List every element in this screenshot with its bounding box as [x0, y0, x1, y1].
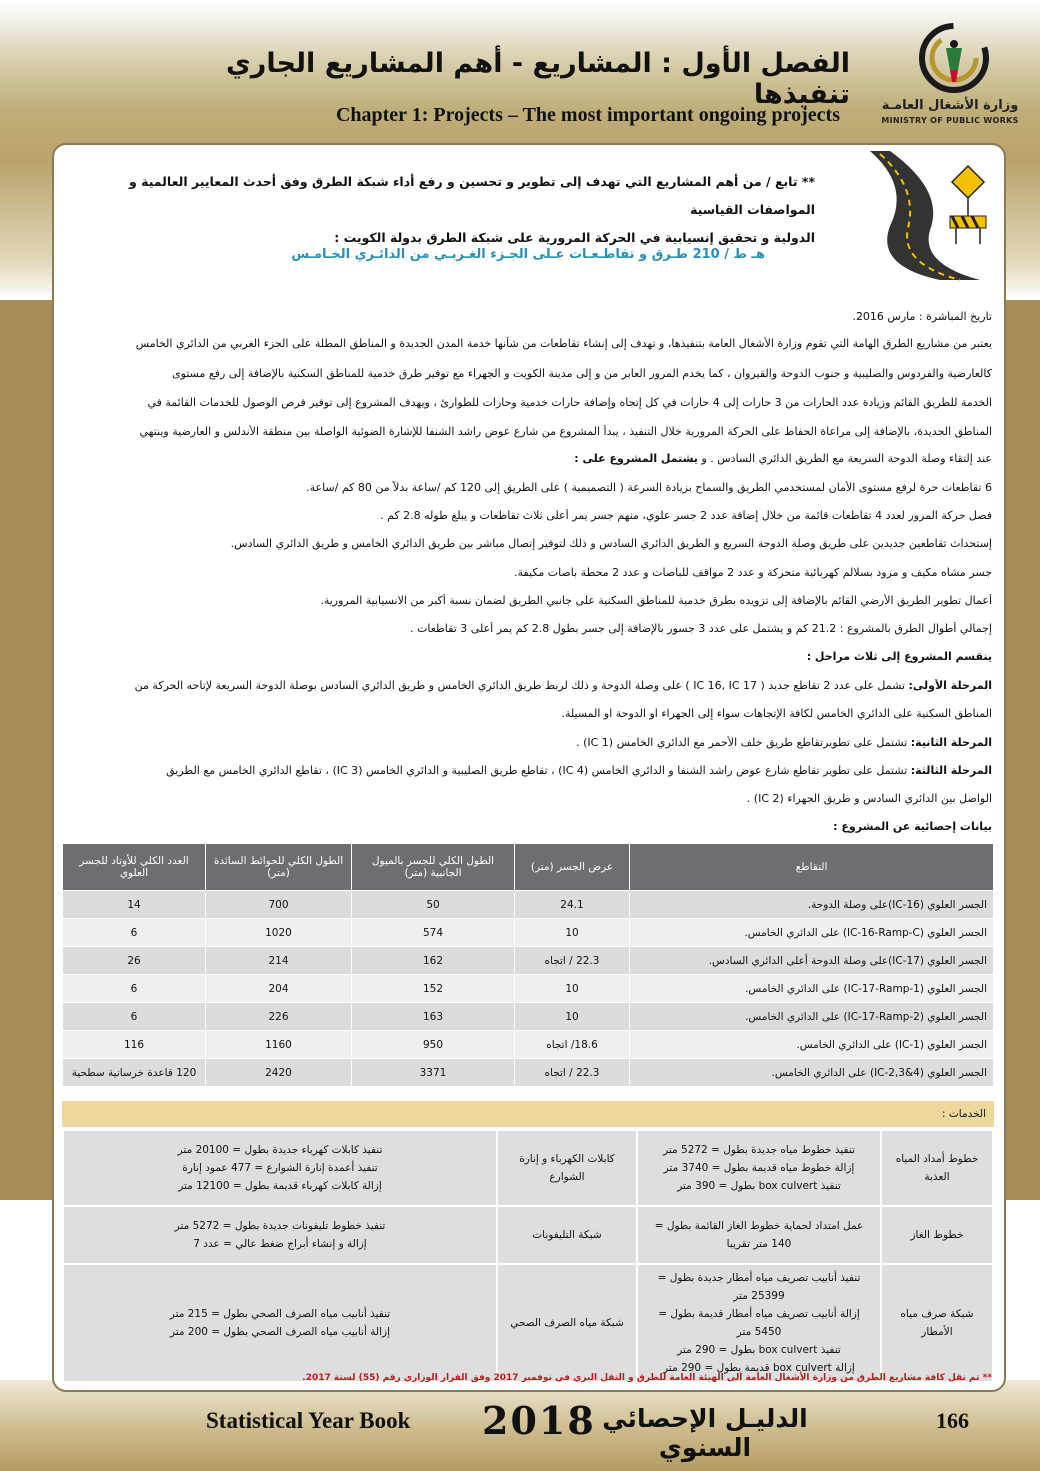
- phase-3-cont: الواصل بين الدائري السادس و طريق الجهراء (IC 2) .: [746, 792, 992, 805]
- list-item: جسر مشاه مكيف و مزود بسلالم كهربائية متحركة و عدد 2 مواقف للباصات و عدد 2 محطة باصات مكيفة.: [513, 566, 992, 579]
- service-detail-line: تنفيذ box culvert بطول = 390 متر: [677, 1180, 841, 1192]
- list-item: إستحداث تقاطعين جديدين على طريق وصلة الدوحة السريع و الطريق الدائري السادس و ذلك لتوفير إتصال مباشر بين طريق الدائري الخامس و طريق الدائري السادس.: [230, 537, 992, 550]
- phase-3-label: المرحلة الثالثة:: [910, 764, 992, 777]
- services-row: [63, 1130, 993, 1206]
- service-detail-line: تنفيذ أنابيب تصريف مياه أمطار جديدة بطول = 25399 متر: [657, 1272, 861, 1302]
- service-category: شبكة مياه الصرف الصحي: [497, 1264, 637, 1382]
- footer-year: 2018: [482, 1398, 596, 1443]
- table-cell: الجسر العلوي (IC-16)على وصلة الدوحة.: [630, 891, 994, 919]
- list-item: إجمالي أطوال الطرق بالمشروع : 21.2 كم و يشتمل على عدد 3 جسور بالإضافة إلى جسر بطول 2.8 كم يمر أعلى 3 تقاطعات .: [410, 622, 992, 635]
- services-title: الخدمات :: [942, 1108, 986, 1120]
- table-row: [63, 947, 994, 975]
- road-illustration: [860, 146, 1000, 282]
- intro-line-2: الدولية و تحقيق إنسيابية في الحركة المرورية على شبكة الطرق بدولة الكويت :: [334, 230, 815, 245]
- table-cell: 214: [206, 947, 352, 975]
- phase-3: [62, 764, 992, 778]
- body-line: كالعارضية والفردوس والصليبية و جنوب الدوحة والقيروان ، كما يخدم المرور العابر من و إلى مدينة الكويت و الجهراء مع توفير طرق خدمية للمناطق السكنية بالإضافة إلى رفع مستوى: [172, 367, 992, 380]
- intro-line-1: ** تابع / من أهم المشاريع التي تهدف إلى تطوير و تحسين و رفع أداء شبكة الطرق وفق أحدث المعايير العالمية و المواصفات القياسية: [129, 174, 815, 217]
- service-category: خطوط أمداد المياه العذبة: [881, 1130, 993, 1206]
- service-detail-line: تنفيذ خطوط تليفونات جديدة بطول = 5272 متر: [174, 1220, 386, 1232]
- list-item: أعمال تطوير الطريق الأرضي القائم بالإضافة إلى تزويده بطرق خدمية للمناطق السكنية على جانبي الطريق لضمان نسبة أكبر من الانسيابية المرورية.: [320, 594, 992, 607]
- service-detail-line: إزالة خطوط مياه قديمة بطول = 3740 متر: [663, 1162, 855, 1174]
- column-header: العدد الكلي للأوتاد للجسر العلوي: [63, 844, 206, 891]
- service-detail-line: إزالة و إنشاء أبراج ضغط عالي = عدد 7: [193, 1238, 367, 1250]
- table-cell: 6: [63, 919, 206, 947]
- table-cell: 10: [515, 975, 630, 1003]
- table-row: [63, 975, 994, 1003]
- table-cell: 50: [352, 891, 515, 919]
- service-category: شبكة التليفونات: [497, 1206, 637, 1264]
- stats-table: [62, 843, 994, 1087]
- table-row: [63, 1031, 994, 1059]
- service-detail-line: عمل امتداد لحماية خطوط الغاز القائمة بطول = 140 متر تقريبا: [654, 1220, 864, 1250]
- service-category: شبكة صرف مياه الأمطار: [881, 1264, 993, 1382]
- service-category: خطوط الغاز: [881, 1206, 993, 1264]
- table-cell: 116: [63, 1031, 206, 1059]
- list-item: 6 تقاطعات حرة لرفع مستوى الأمان لمستخدمي الطريق والسماح بزيادة السرعة ( التصميمية ) على الطريق إلى 120 كم /ساعة بدلاً من 80 كم /ساعة.: [306, 481, 992, 494]
- phase-2: [62, 736, 992, 750]
- table-cell: 10: [515, 1003, 630, 1031]
- phase-3-text: تشتمل على تطوير تقاطع شارع عوض راشد الشنفا و الدائري الخامس (IC 4) ، تقاطع طريق الصليبية و الدائري الخامس (IC 3) ، تقاطع الدائري الخامس مع الطريق: [166, 764, 911, 777]
- table-cell: الجسر العلوي (IC-17-Ramp-1) على الدائري الخامس.: [630, 975, 994, 1003]
- ministry-name-ar: وزارة الأشغال العامـة: [881, 98, 1019, 113]
- table-cell: 22.3 / اتجاه: [515, 947, 630, 975]
- service-detail-line: إزالة أنابيب مياه الصرف الصحي بطول = 200 متر: [169, 1326, 391, 1338]
- services-row: [63, 1206, 993, 1264]
- table-header-row: [63, 844, 994, 891]
- table-cell: الجسر العلوي (IC-1) على الدائري الخامس.: [630, 1031, 994, 1059]
- table-cell: 3371: [352, 1059, 515, 1087]
- body-line: المناطق الجديدة، بالإضافة إلى مراعاة الحفاظ على الحركة المرورية خلال التنفيذ ، يبدأ المشروع من شارع عوض راشد الشنفا للإشارة الضوئية الواصلة بين منطقة الأندلس و العارضية وينتهي: [139, 425, 992, 438]
- start-date: تاريخ المباشرة : مارس 2016.: [852, 310, 992, 323]
- table-cell: 1160: [206, 1031, 352, 1059]
- service-detail-line: إزالة أنابيب تصريف مياه أمطار قديمة بطول = 5450 متر: [658, 1308, 860, 1338]
- table-cell: 6: [63, 975, 206, 1003]
- service-detail-line: إزالة كابلات كهرباء قديمة بطول = 12100 متر: [178, 1180, 382, 1192]
- table-cell: 18.6/ اتجاه: [515, 1031, 630, 1059]
- service-detail-line: تنفيذ box culvert بطول = 290 متر: [677, 1344, 841, 1356]
- service-details: [63, 1130, 497, 1206]
- phase-2-text: تشتمل على تطويرتقاطع طريق خلف الأحمر مع الدائري الخامس (IC 1) .: [576, 736, 911, 749]
- table-cell: 14: [63, 891, 206, 919]
- table-cell: 26: [63, 947, 206, 975]
- stats-title: بيانات إحصائية عن المشروع :: [833, 820, 992, 833]
- table-cell: 163: [352, 1003, 515, 1031]
- table-cell: 2420: [206, 1059, 352, 1087]
- body-line: يعتبر من مشاريع الطرق الهامة التي تقوم وزارة الأشغال العامة بتنفيذها، و تهدف إلى إنشاء تقاطعات من شأنها خدمة المدن الجديدة و المناطق المطلة على الجزء الغربي من الدائري الخامس: [135, 337, 992, 350]
- page-number: 166: [936, 1408, 969, 1433]
- chapter-title-ar: الفصل الأول : المشاريع - أهم المشاريع الجاري تنفيذها: [226, 48, 850, 110]
- service-detail-line: تنفيذ أعمدة إنارة الشوارع = 477 عمود إنارة: [182, 1162, 378, 1174]
- phase-1-cont: المناطق السكنية على الدائري الخامس لكافة الإتجاهات سواء إلى الجهراء او الدوحة او المسيلة.: [561, 707, 992, 720]
- ministry-name-en: MINISTRY OF PUBLIC WORKS: [881, 116, 1019, 125]
- column-header: الطول الكلي للحوائط السائدة (متر): [206, 844, 352, 891]
- phases-title: ينقسم المشروع إلى ثلاث مراحل :: [806, 650, 992, 663]
- table-cell: الجسر العلوي (IC-17-Ramp-2) على الدائري الخامس.: [630, 1003, 994, 1031]
- column-header: الطول الكلي للجسر بالميول الجانبية (متر): [352, 844, 515, 891]
- service-details: [637, 1130, 881, 1206]
- services-row: [63, 1264, 993, 1382]
- service-details: [637, 1264, 881, 1382]
- table-row: [63, 891, 994, 919]
- table-cell: 24.1: [515, 891, 630, 919]
- service-detail-line: إزالة box culvert قديمة بطول = 290 متر: [663, 1362, 855, 1374]
- table-cell: الجسر العلوي (IC-17)على وصلة الدوحة أعلى الدائري السادس.: [630, 947, 994, 975]
- table-cell: 204: [206, 975, 352, 1003]
- body-text: عند إلتقاء وصلة الدوحة السريعة مع الطريق الدائري السادس . و: [697, 452, 992, 465]
- service-detail-line: تنفيذ أنابيب مياه الصرف الصحي بطول = 215 متر: [169, 1308, 391, 1320]
- table-cell: 152: [352, 975, 515, 1003]
- column-header: عرض الجسر (متر): [515, 844, 630, 891]
- table-cell: 162: [352, 947, 515, 975]
- footnote: ** تم نقل كافة مشاريع الطرق من وزارة الأشغال العامة الى الهيئة العامة للطرق و النقل البري في نوفمبر 2017 وفق القرار الوزاري رقم (55) لسنة 2017.: [302, 1373, 992, 1383]
- intro-paragraph: [70, 168, 815, 252]
- service-details: [637, 1206, 881, 1264]
- table-row: [63, 1059, 994, 1087]
- body-line: الخدمة للطريق القائم وزيادة عدد الحارات من 3 حارات إلى 4 حارات في كل إتجاه وإضافة حارات خدمية وحارات للطوارئ ، ويهدف المشروع إلى توفير فرص الوصول للخدمات القائمة في: [147, 396, 992, 409]
- chapter-title-en: Chapter 1: Projects – The most important ongoing projects: [335, 104, 840, 126]
- table-row: [63, 919, 994, 947]
- table-cell: 22.3 / اتجاه: [515, 1059, 630, 1087]
- table-cell: 10: [515, 919, 630, 947]
- service-category: كابلات الكهرباء و إنارة الشوارع: [497, 1130, 637, 1206]
- service-details: [63, 1206, 497, 1264]
- decor-band-left: [0, 300, 60, 1200]
- table-cell: 6: [63, 1003, 206, 1031]
- table-cell: 1020: [206, 919, 352, 947]
- footer-book-title-ar: الدليـل الإحصائي السنوي: [602, 1404, 808, 1462]
- body-line: [62, 452, 992, 466]
- table-row: [63, 1003, 994, 1031]
- service-detail-line: تنفيذ كابلات كهرباء جديدة بطول = 20100 متر: [177, 1144, 383, 1156]
- table-cell: 574: [352, 919, 515, 947]
- project-subtitle: هـ ط / 210 طـرق و تقاطـعـات عـلى الجـزء الغـربـي من الدائـري الخـامـس: [291, 247, 765, 262]
- service-details: [63, 1264, 497, 1382]
- table-cell: 700: [206, 891, 352, 919]
- service-detail-line: تنفيذ خطوط مياه جديدة بطول = 5272 متر: [663, 1144, 855, 1156]
- services-header: [62, 1101, 994, 1127]
- table-cell: 120 قاعدة خرسانية سطحية: [63, 1059, 206, 1087]
- table-cell: الجسر العلوي (IC-2,3&4) على الدائري الخامس.: [630, 1059, 994, 1087]
- table-cell: 226: [206, 1003, 352, 1031]
- list-item: فصل حركة المرور لعدد 4 تقاطعات قائمة من خلال إضافة عدد 2 جسر علوي، منهم جسر يمر أعلى ثلاث تقاطعات و يبلغ طوله 2.8 كم .: [380, 509, 992, 522]
- phase-1-text: تشمل على عدد 2 تقاطع جديد ( IC 16, IC 17 ) على وصلة الدوحة و ذلك لربط طريق الدائري الخامس و طريق الدائري السادس بوصلة الدوحة السريعة لإتاحه الحركة من: [134, 679, 909, 692]
- table-cell: 950: [352, 1031, 515, 1059]
- phase-1-label: المرحلة الأولى:: [908, 679, 992, 692]
- phase-2-label: المرحلة الثانية:: [910, 736, 992, 749]
- services-table: [62, 1129, 994, 1383]
- column-header: التقاطع: [630, 844, 994, 891]
- table-cell: الجسر العلوي (IC-16-Ramp-C) على الدائري الخامس.: [630, 919, 994, 947]
- phase-1: [62, 679, 992, 693]
- includes-label: يشتمل المشروع على :: [574, 452, 698, 465]
- footer-book-title-en: Statistical Year Book: [206, 1408, 411, 1433]
